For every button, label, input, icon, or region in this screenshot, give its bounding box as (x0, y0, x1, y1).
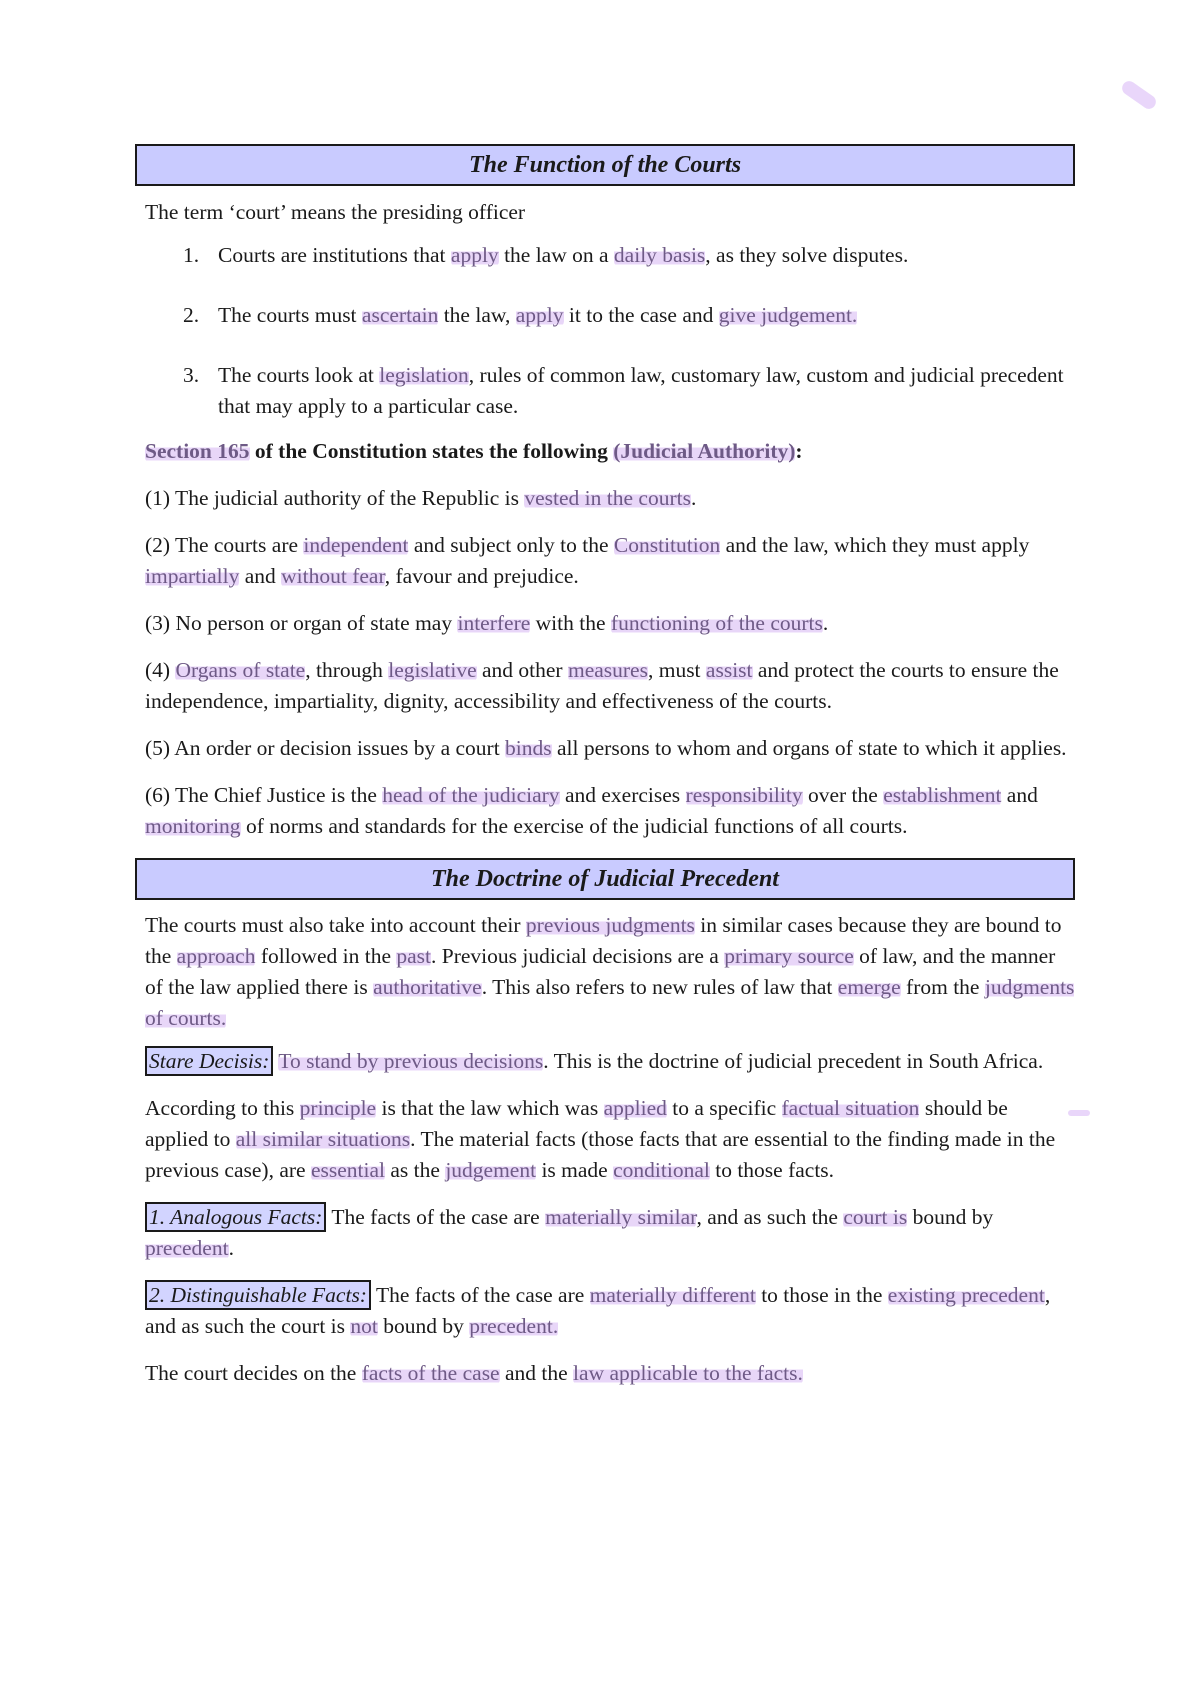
constitution-heading (145, 436, 1075, 467)
constitution-clause-1 (145, 483, 1075, 514)
highlighted-text: without fear (281, 564, 385, 588)
text-run: of norms and standards for the exercise of the judicial functions of all courts. (240, 814, 908, 838)
text-run: . (822, 611, 829, 635)
text-run: to a specific (666, 1096, 782, 1120)
text-run: (3) No person or organ of state may (145, 611, 458, 635)
text-run: , and as such the (696, 1205, 844, 1229)
text-run: , rules of common law, customary law, custom and judicial precedent that may apply to a particular case. (218, 363, 1064, 418)
text-run: The courts look at (218, 363, 380, 387)
highlighted-text: principle (299, 1096, 377, 1120)
text-run: The courts must also take into account their (145, 913, 526, 937)
highlighted-text: (Judicial Authority) (613, 439, 796, 463)
text-run: and other (476, 658, 568, 682)
text-run: and protect the courts to ensure the independence, impartiality, dignity, accessibility and effectiveness of the courts. (145, 658, 1059, 713)
highlighted-text: vested in the courts (524, 486, 691, 510)
text-run: of the Constitution states the following (249, 439, 614, 463)
text-run: and exercises (559, 783, 686, 807)
highlighted-text: applied (603, 1096, 667, 1120)
text-run: followed in the (255, 944, 397, 968)
text-run: is made (536, 1158, 614, 1182)
highlighted-text: judgments of courts. (145, 975, 1075, 1030)
text-run: the law, (438, 303, 516, 327)
section-title-judicial-precedent: The Doctrine of Judicial Precedent (135, 858, 1075, 900)
text-run: of law, and the manner of the law applied there is (145, 944, 1056, 999)
highlighted-text: head of the judiciary (382, 783, 560, 807)
highlighted-text: impartially (145, 564, 240, 588)
text-run: , as they solve disputes. (705, 243, 909, 267)
text-run: (1) The judicial authority of the Republic is (145, 486, 525, 510)
highlighted-text: existing precedent (887, 1283, 1045, 1307)
text-run: . Previous judicial decisions are a (431, 944, 725, 968)
highlighted-text: legislation (379, 363, 469, 387)
highlighted-text: ascertain (361, 303, 439, 327)
text-run: bound by (377, 1314, 470, 1338)
term-label-distinguishable-facts: 2. Distinguishable Facts: (145, 1280, 371, 1310)
highlighted-text: primary source (724, 944, 854, 968)
text-run: . The material facts (those facts that are essential to the finding made in the previous case), are (145, 1127, 1056, 1182)
text-run: Courts are institutions that (218, 243, 451, 267)
text-run: The facts of the case are (326, 1205, 546, 1229)
text-run: : (795, 439, 803, 463)
text-run: as the (385, 1158, 446, 1182)
highlighted-text: give judgement. (718, 303, 858, 327)
term-label-analogous-facts: 1. Analogous Facts: (145, 1202, 326, 1232)
highlighted-text: establishment (883, 783, 1002, 807)
text-run: , through (305, 658, 389, 682)
highlighted-text: conditional (613, 1158, 710, 1182)
highlighted-text: materially similar (545, 1205, 697, 1229)
text-run: it to the case and (563, 303, 719, 327)
highlighted-text: past (396, 944, 432, 968)
text-run: . This also refers to new rules of law that (481, 975, 838, 999)
text-run: should be applied to (145, 1096, 1008, 1151)
list-item (145, 300, 1075, 331)
highlighted-text: Section 165 (145, 439, 250, 463)
text-run: (5) An order or decision issues by a court (145, 736, 506, 760)
text-run: (4) (145, 658, 176, 682)
text-run: (2) The courts are (145, 533, 304, 557)
text-run: and subject only to the (408, 533, 614, 557)
highlighted-text: facts of the case (361, 1361, 500, 1385)
text-run: The court decides on the (145, 1361, 362, 1385)
highlighted-text: judgement (445, 1158, 537, 1182)
section-title-function-of-courts: The Function of the Courts (135, 144, 1075, 186)
text-run: According to this (145, 1096, 300, 1120)
list-number: 3. (183, 363, 200, 387)
highlighted-text: binds (505, 736, 552, 760)
highlighted-text: Constitution (613, 533, 721, 557)
highlighted-text: precedent (145, 1236, 229, 1260)
highlighter-stroke (1119, 78, 1158, 111)
text-run: , must (647, 658, 706, 682)
highlighted-text: essential (310, 1158, 385, 1182)
highlighted-text: functioning of the courts (610, 611, 823, 635)
text-run: to those in the (755, 1283, 888, 1307)
text-run: from the (900, 975, 985, 999)
list-number: 1. (183, 243, 200, 267)
text-run: with the (530, 611, 611, 635)
highlighted-text: daily basis (613, 243, 706, 267)
highlighted-text: measures (567, 658, 648, 682)
constitution-clause-4 (145, 655, 1075, 717)
highlighted-text: not (350, 1314, 378, 1338)
highlighted-text: materially different (589, 1283, 756, 1307)
intro-paragraph: The term ‘court’ means the presiding officer (145, 200, 526, 224)
text-run: to those facts. (709, 1158, 835, 1182)
highlighted-text: factual situation (781, 1096, 920, 1120)
closing-paragraph (145, 1358, 1075, 1389)
distinguishable-facts-paragraph (145, 1280, 1075, 1342)
term-label-stare-decisis: Stare Decisis: (145, 1046, 273, 1076)
highlighted-text: legislative (388, 658, 477, 682)
highlighted-text: assist (705, 658, 753, 682)
constitution-clause-3 (145, 608, 1075, 639)
principle-paragraph (145, 1093, 1075, 1186)
document-content (145, 144, 1075, 1405)
highlighted-text: independent (303, 533, 409, 557)
text-run: the law on a (498, 243, 614, 267)
text-run: . (690, 486, 697, 510)
text-run: in similar cases because they are bound to the (145, 913, 1062, 968)
text-run: is that the law which was (376, 1096, 604, 1120)
constitution-clause-6 (145, 780, 1075, 842)
list-number: 2. (183, 303, 200, 327)
highlighted-text: precedent. (469, 1314, 559, 1338)
highlighted-text: Organs of state (175, 658, 306, 682)
list-item (145, 360, 1075, 422)
text-run: bound by (907, 1205, 994, 1229)
text-run: , and as such the court is (145, 1283, 1051, 1338)
highlighted-text: law applicable to the facts. (573, 1361, 803, 1385)
highlighted-text: interfere (457, 611, 531, 635)
highlighted-text: apply (515, 303, 564, 327)
highlighted-text: responsibility (685, 783, 803, 807)
text-run: , favour and prejudice. (384, 564, 579, 588)
highlighted-text: previous judgments (525, 913, 695, 937)
stare-decisis-paragraph (145, 1046, 1075, 1077)
precedent-paragraph (145, 910, 1075, 1034)
highlighted-text: apply (450, 243, 499, 267)
highlighted-text: monitoring (145, 814, 241, 838)
highlighted-text: authoritative (373, 975, 482, 999)
highlighted-text: To stand by previous decisions (278, 1049, 544, 1073)
highlighted-text: emerge (837, 975, 901, 999)
text-run: The courts must (218, 303, 362, 327)
highlighted-text: all similar situations (235, 1127, 411, 1151)
text-run: and (239, 564, 282, 588)
text-run: and (1001, 783, 1038, 807)
text-run: and the law, which they must apply (720, 533, 1030, 557)
list-item (145, 240, 1075, 271)
text-run: all persons to whom and organs of state to which it applies. (551, 736, 1067, 760)
text-run: The facts of the case are (370, 1283, 590, 1307)
text-run: over the (802, 783, 884, 807)
constitution-clause-2 (145, 530, 1075, 592)
highlighted-text: approach (176, 944, 256, 968)
text-run: . This is the doctrine of judicial precedent in South Africa. (543, 1049, 1044, 1073)
text-run: and the (499, 1361, 574, 1385)
text-run: . (228, 1236, 234, 1260)
highlighted-text: court is (843, 1205, 908, 1229)
constitution-clause-5 (145, 733, 1075, 764)
analogous-facts-paragraph (145, 1202, 1075, 1264)
court-functions-list (145, 240, 1075, 422)
text-run: (6) The Chief Justice is the (145, 783, 383, 807)
